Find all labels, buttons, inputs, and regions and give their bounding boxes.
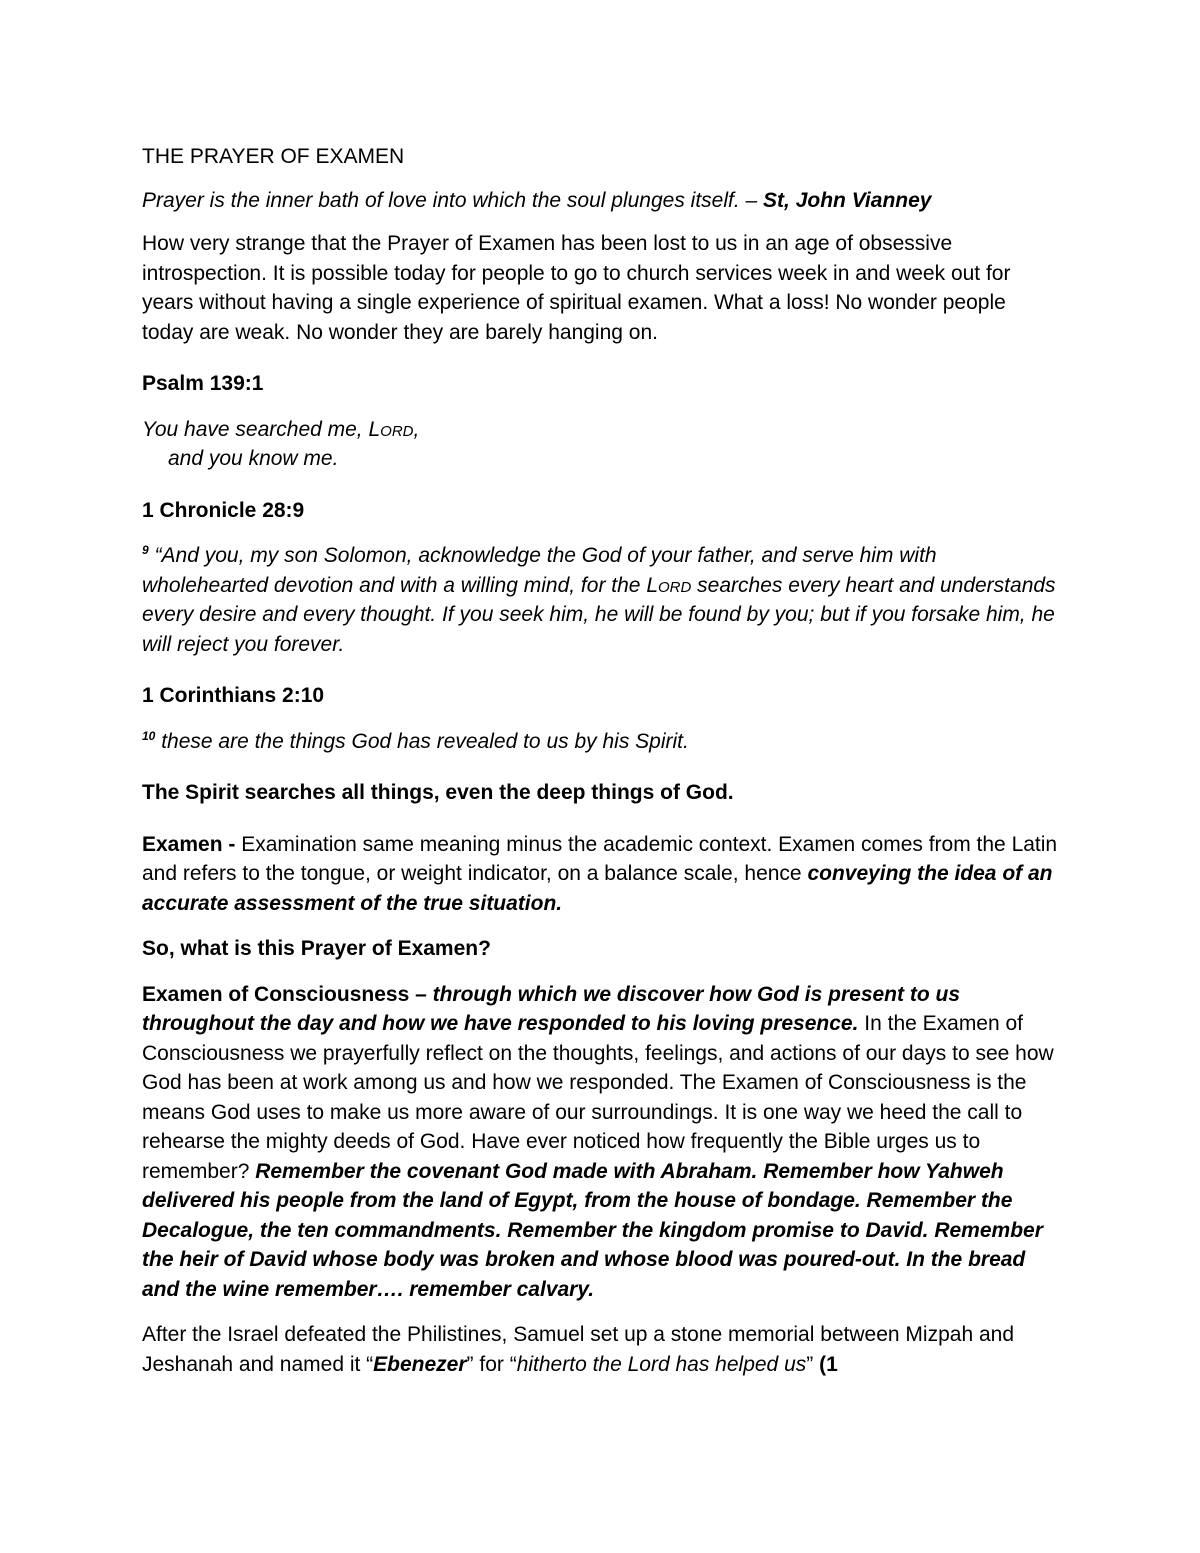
ebenezer-name: Ebenezer	[373, 1352, 467, 1376]
examen-definition	[142, 830, 1062, 919]
section-question: So, what is this Prayer of Examen?	[142, 937, 491, 960]
opening-quote	[142, 186, 1062, 216]
chronicle-heading: 1 Chronicle 28:9	[142, 498, 305, 522]
ebenezer-text-b: ” for “	[466, 1352, 517, 1376]
ebenezer-paragraph	[142, 1320, 1062, 1379]
spirit-statement: The Spirit searches all things, even the deep things of God.	[142, 781, 734, 804]
chronicle-verse	[142, 541, 1062, 659]
intro-paragraph: How very strange that the Prayer of Examen has been lost to us in an age of obsessive introspection. It is possible today for people to go to church services week in and week out for years without having a single experience of spiritual examen. What a loss! No wonder people today are weak. No wonder they are barely hanging on.	[142, 232, 1011, 344]
corinthians-text: these are the things God has revealed to us by his Spirit.	[155, 729, 689, 753]
consciousness-term: Examen of Consciousness –	[142, 982, 433, 1006]
ebenezer-text-c: ”	[806, 1352, 820, 1376]
verse-number: 10	[142, 728, 156, 743]
consciousness-text: In the Examen of Consciousness we prayerfully reflect on the thoughts, feelings, and actions of our days to see how God has been at work among us and how we responded. The Examen of Consciousness is the means God uses to make us more aware of our surroundings. It is one way we heed the call to rehearse the mighty deeds of God. Have ever noticed how frequently the Bible urges us to remember?	[142, 1012, 1054, 1183]
quote-text: Prayer is the inner bath of love into which the soul plunges itself. –	[142, 188, 764, 212]
examen-emphasis: conveying the idea of an accurate assessment of the true situation.	[142, 862, 1053, 915]
examen-term: Examen -	[142, 832, 242, 856]
verse-number: 9	[142, 543, 149, 557]
psalm-verse-line-2: and you know me.	[168, 447, 339, 470]
psalm-text-b: ,	[413, 417, 420, 441]
consciousness-paragraph	[142, 980, 1062, 1305]
psalm-lord: Lord	[368, 417, 414, 441]
chronicle-lord: Lord	[646, 573, 692, 597]
consciousness-emphasis-1: through which we discover how God is present to us throughout the day and how we have responded to his loving presence.	[142, 982, 960, 1035]
chronicle-text-b: searches every heart and understands every desire and every thought. If you seek him, he will be found by you; but if you forsake him, he will reject you forever.	[142, 573, 1056, 656]
ebenezer-meaning: hitherto the Lord has helped us	[516, 1352, 807, 1376]
corinthians-heading: 1 Corinthians 2:10	[142, 684, 325, 707]
psalm-text-a: You have searched me,	[142, 417, 369, 441]
corinthians-verse	[142, 727, 1062, 757]
document-title: THE PRAYER OF EXAMEN	[142, 145, 405, 168]
examen-text: Examination same meaning minus the academic context. Examen comes from the Latin and refers to the tongue, or weight indicator, on a balance scale, hence	[142, 832, 1058, 885]
psalm-heading: Psalm 139:1	[142, 372, 264, 395]
chronicle-text-a: “And you, my son Solomon, acknowledge the God of your father, and serve him with wholehearted devotion and with a willing mind, for the	[142, 544, 937, 597]
psalm-verse-line-1	[142, 415, 1062, 445]
consciousness-emphasis-2: Remember the covenant God made with Abraham. Remember how Yahweh delivered his people from the land of Egypt, from the house of bondage. Remember the Decalogue, the ten commandments. Remember the kingdom promise to David. Remember the heir of David whose body was broken and whose blood was poured-out. In the bread and the wine remember…. remember calvary.	[142, 1159, 1043, 1301]
ebenezer-text-a: After the Israel defeated the Philistines, Samuel set up a stone memorial between Mizpah and Jeshanah and named it “	[142, 1323, 1014, 1376]
document-page	[142, 142, 1062, 1379]
ebenezer-reference: (1	[819, 1352, 838, 1376]
quote-author: St, John Vianney	[763, 188, 932, 212]
